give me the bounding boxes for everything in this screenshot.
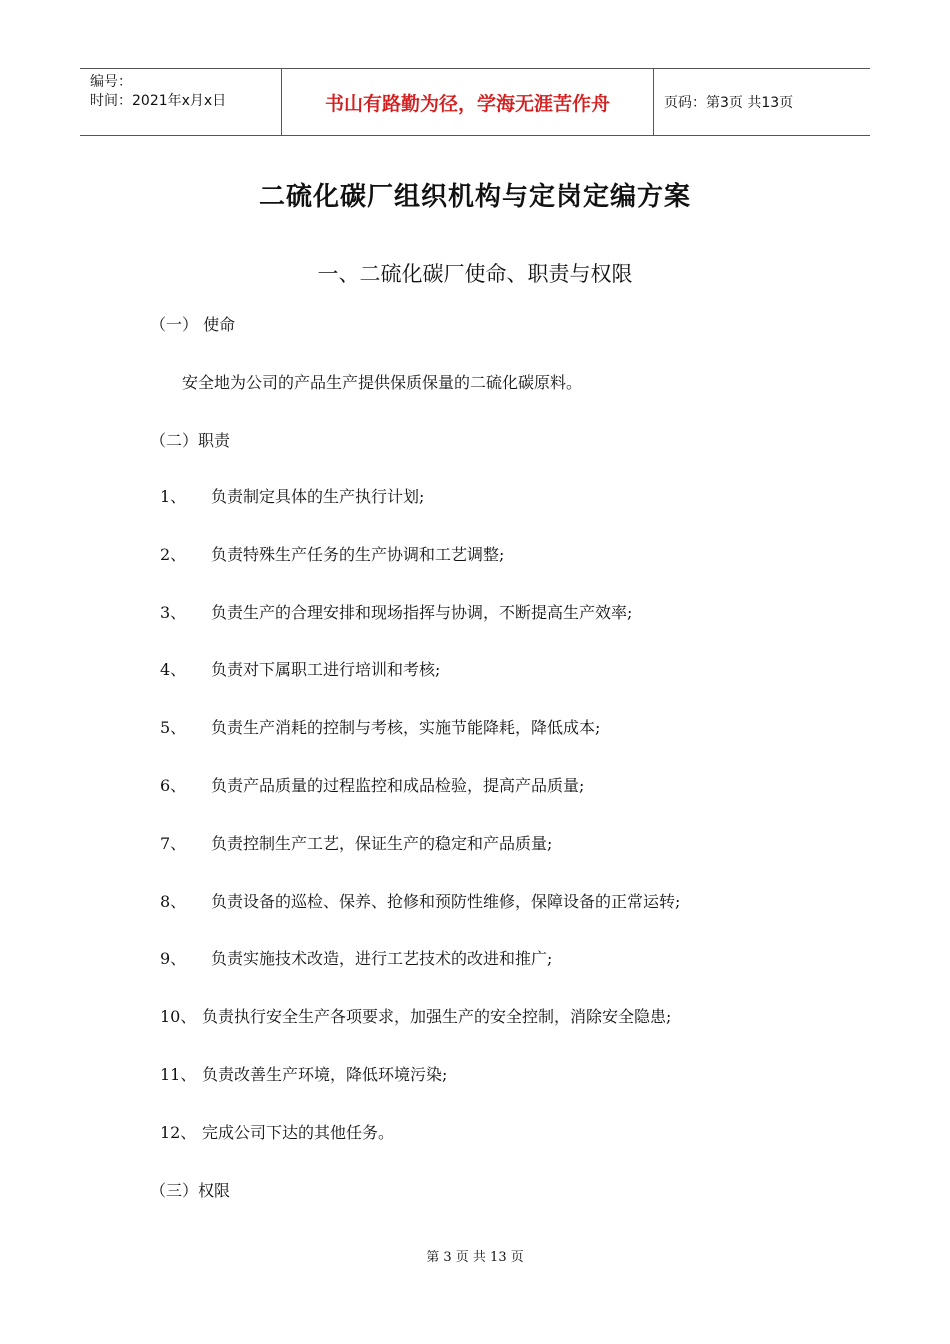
duty-item-text: 负责对下属职工进行培训和考核; xyxy=(211,660,441,679)
duty-item-number: 4、 xyxy=(160,660,187,679)
duty-item-number: 12、 xyxy=(160,1123,197,1142)
mission-text: 安全地为公司的产品生产提供保质保量的二硫化碳原料。 xyxy=(182,373,583,392)
duty-item-number: 6、 xyxy=(160,776,187,795)
duty-item-number: 10、 xyxy=(160,1007,197,1026)
duty-item-text: 负责产品质量的过程监控和成品检验，提高产品质量; xyxy=(211,776,585,795)
duty-item-text: 负责执行安全生产各项要求，加强生产的安全控制，消除安全隐患; xyxy=(202,1007,672,1026)
duty-item-text: 负责实施技术改造，进行工艺技术的改进和推广; xyxy=(211,949,553,968)
duties-heading: （二）职责 xyxy=(150,431,231,450)
mission-heading: （一） 使命 xyxy=(150,315,236,334)
duty-item-number: 2、 xyxy=(160,545,187,564)
duty-item-number: 8、 xyxy=(160,892,187,911)
duty-item-number: 3、 xyxy=(160,603,187,622)
duty-item-text: 负责生产消耗的控制与考核，实施节能降耗，降低成本; xyxy=(211,718,601,737)
header-motto-cell xyxy=(282,69,654,135)
header-page-info: 页码：第3页 共13页 xyxy=(664,95,794,111)
section-title: 一、二硫化碳厂使命、职责与权限 xyxy=(317,262,633,286)
duty-item-text: 负责特殊生产任务的生产协调和工艺调整; xyxy=(211,545,505,564)
document-number-label: 编号： xyxy=(90,74,132,90)
page-footer: 第 3 页 共 13 页 xyxy=(426,1250,524,1265)
duty-item-number: 9、 xyxy=(160,949,187,968)
document-title: 二硫化碳厂组织机构与定岗定编方案 xyxy=(258,182,691,212)
duty-item-text: 负责设备的巡检、保养、抢修和预防性维修，保障设备的正常运转; xyxy=(211,892,681,911)
duty-item-text: 负责制定具体的生产执行计划; xyxy=(211,487,425,506)
duty-item-number: 5、 xyxy=(160,718,187,737)
duty-item-text: 完成公司下达的其他任务。 xyxy=(202,1123,395,1142)
header-table xyxy=(80,68,870,136)
duty-item-text: 负责生产的合理安排和现场指挥与协调，不断提高生产效率; xyxy=(211,603,633,622)
duty-item-number: 1、 xyxy=(160,487,187,506)
duty-item-text: 负责控制生产工艺，保证生产的稳定和产品质量; xyxy=(211,834,553,853)
document-time-label: 时间：2021年x月x日 xyxy=(90,93,227,109)
header-meta-cell xyxy=(80,69,282,135)
header-page-cell xyxy=(654,69,870,135)
header-motto: 书山有路勤为径，学海无涯苦作舟 xyxy=(324,92,610,115)
duty-item-text: 负责改善生产环境，降低环境污染; xyxy=(202,1065,448,1084)
duty-item-number: 7、 xyxy=(160,834,187,853)
authority-heading: （三）权限 xyxy=(150,1181,231,1200)
duty-item-number: 11、 xyxy=(160,1065,197,1084)
